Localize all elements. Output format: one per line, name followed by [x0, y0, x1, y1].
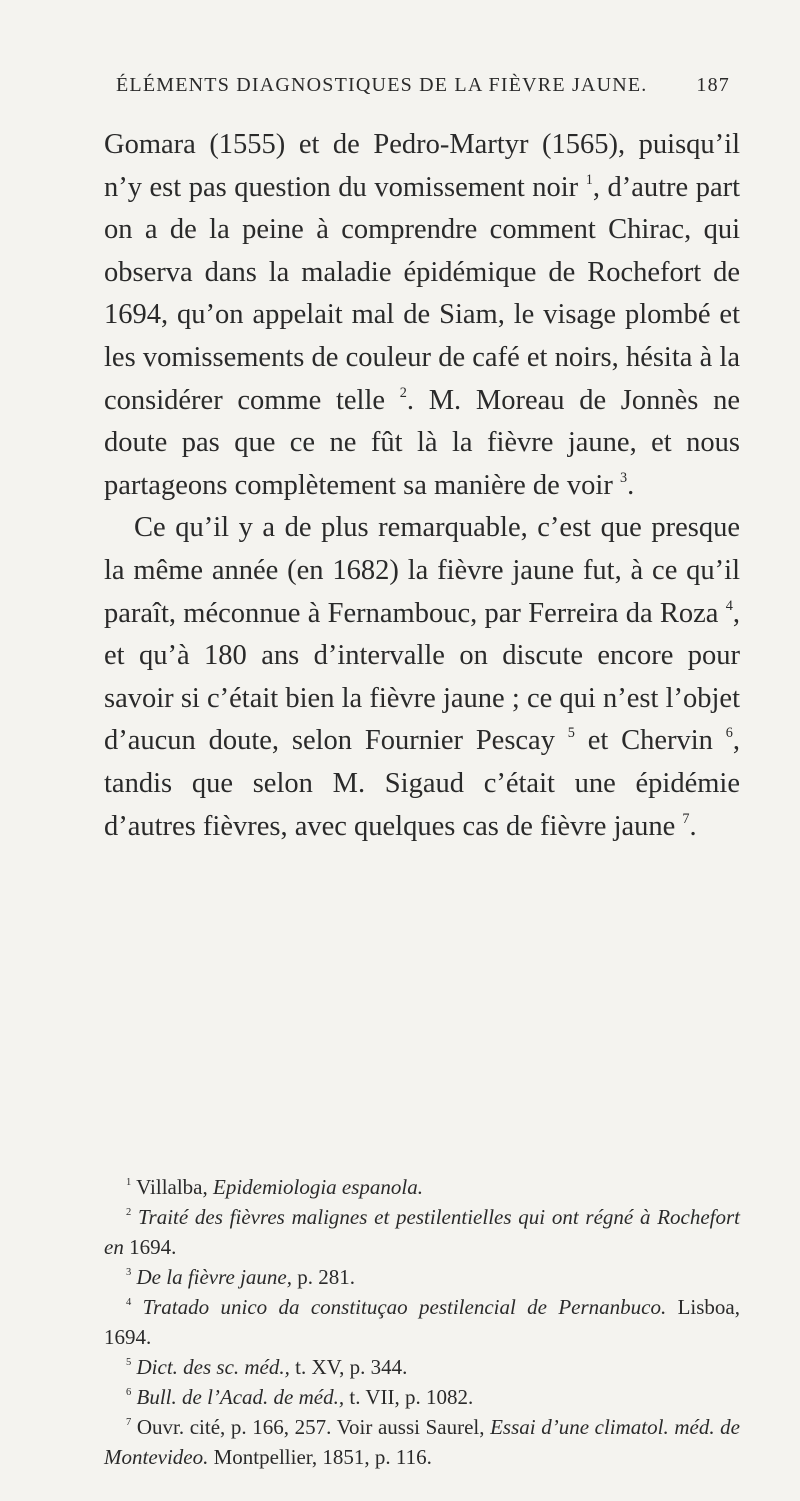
footnote-ref: 6	[126, 1387, 132, 1399]
italic-text: Essai d’une climatol. méd. de Montevideo.	[104, 1415, 740, 1469]
text-run: t. XV, p. 344.	[289, 1355, 408, 1379]
body-text	[104, 124, 740, 848]
page-number: 187	[696, 74, 730, 96]
italic-text: Bull. de l’Acad. de méd.,	[136, 1385, 345, 1409]
italic-text: Epidemiologia espanola.	[213, 1175, 423, 1199]
footnote-ref: 4	[725, 597, 733, 614]
footnote-ref: 5	[126, 1357, 132, 1369]
text-run: Gomara (1555) et de Pedro-Martyr (1565), puisqu’il n’y est pas question du vomissement noir	[104, 129, 740, 203]
text-run: p. 281.	[292, 1265, 356, 1289]
text-run: , d’autre part on a de la peine à comprendre comment Chirac, qui observa dans la maladie épidémique de Rochefort de 1694, qu’on appelait mal de Siam, le visage plombé et les vomissements de couleur de café et noirs, hésita à la considérer comme telle	[104, 171, 741, 416]
text-run: Ouvr. cité, p. 166, 257. Voir aussi Saurel,	[131, 1415, 491, 1439]
footnote-ref: 7	[682, 810, 690, 827]
footnote-ref: 2	[399, 384, 407, 401]
text-run: . M. Moreau de Jonnès ne doute pas que ce ne fût là la fièvre jaune, et nous partageons complètement sa manière de voir	[104, 384, 740, 501]
text-run: Villalba,	[131, 1175, 214, 1199]
text-run	[131, 1295, 142, 1319]
footnote-ref: 7	[126, 1417, 132, 1429]
text-run	[131, 1205, 138, 1229]
italic-text: Tratado unico da constituçao pestilencial de Pernanbuco.	[142, 1295, 667, 1319]
italic-text: Dict. des sc. méd.,	[136, 1355, 290, 1379]
text-run: 1694.	[123, 1235, 177, 1259]
italic-text: Traité des fièvres malignes et pestilentielles qui ont régné à Rochefort en	[104, 1205, 741, 1259]
footnote	[104, 1412, 740, 1472]
text-run: .	[689, 810, 697, 842]
footnote-ref: 1	[585, 171, 593, 188]
footnote	[104, 1262, 740, 1292]
text-run: Lisboa, 1694.	[104, 1295, 741, 1349]
footnote-ref: 3	[619, 469, 628, 486]
footnote	[104, 1292, 740, 1352]
footnote	[104, 1202, 740, 1262]
paragraph	[104, 124, 740, 507]
paragraph	[104, 507, 740, 848]
footnote-ref: 1	[126, 1177, 132, 1189]
running-title: ÉLÉMENTS DIAGNOSTIQUES DE LA FIÈVRE JAUNE.	[116, 74, 648, 96]
text-run: t. VII, p. 1082.	[344, 1385, 474, 1409]
footnote-ref: 4	[126, 1297, 132, 1309]
italic-text: De la fièvre jaune,	[136, 1265, 293, 1289]
text-run: et Chervin	[574, 725, 726, 757]
text-run: , tandis que selon M. Sigaud c’était une épidémie d’autres fièvres, avec quelques cas de fièvre jaune	[104, 725, 740, 842]
text-run: Ce qu’il y a de plus remarquable, c’est que presque la même année (en 1682) la fièvre jaune fut, à ce qu’il paraît, méconnue à Fernambouc, par Ferreira da Roza	[104, 512, 740, 629]
footnotes	[104, 1172, 740, 1472]
footnote-ref: 3	[126, 1267, 132, 1279]
text-run: Montpellier, 1851, p. 116.	[208, 1445, 432, 1469]
footnote	[104, 1382, 740, 1412]
footnote-ref: 2	[126, 1207, 132, 1219]
footnote	[104, 1172, 740, 1202]
text-run: , et qu’à 180 ans d’intervalle on discute encore pour savoir si c’était bien la fièvre jaune ; ce qui n’est l’objet d’aucun doute, selon Fournier Pescay	[104, 597, 740, 757]
footnote	[104, 1352, 740, 1382]
footnote-ref: 5	[567, 725, 575, 742]
footnote-ref: 6	[725, 725, 733, 742]
text-run: .	[627, 469, 635, 501]
